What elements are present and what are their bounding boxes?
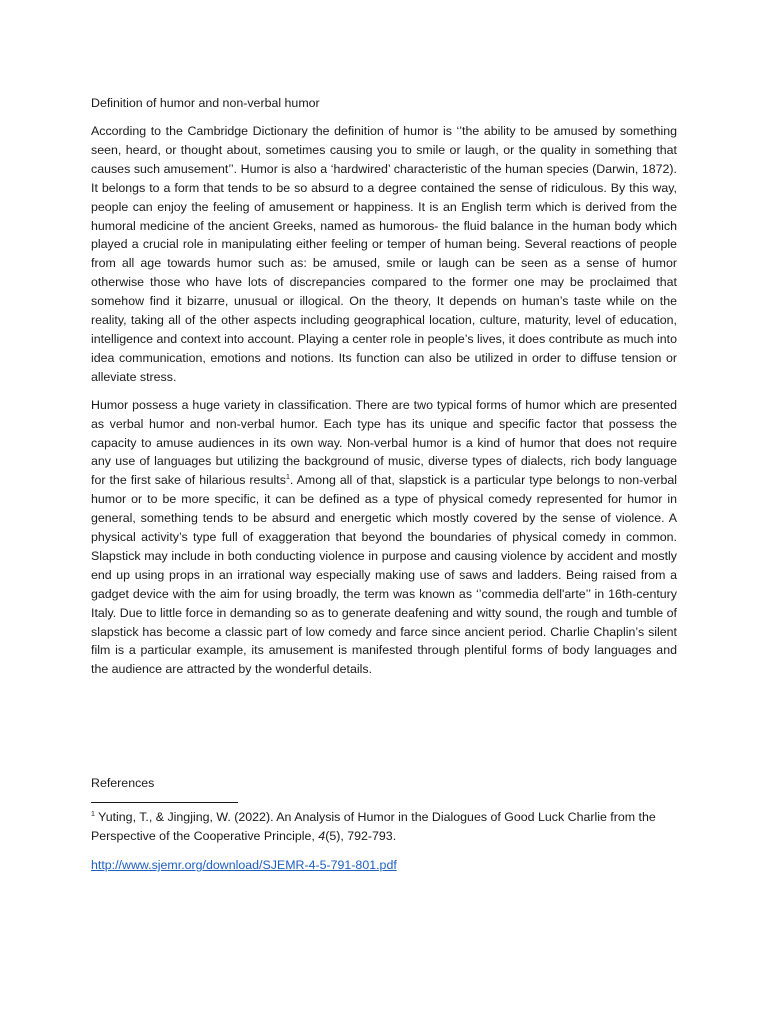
footnote-marker: 1 bbox=[91, 810, 95, 818]
footnote bbox=[91, 808, 677, 846]
footnote-reference[interactable]: 1 bbox=[285, 474, 290, 482]
paragraph-humor-classification bbox=[91, 396, 677, 680]
paragraph-humor-definition: According to the Cambridge Dictionary the definition of humor is ‘’the ability to be amused by something seen, heard, or thought about, sometimes causing you to smile or laugh, or the quality in something that causes such amusement’’. Humor is also a ‘hardwired’ characteristic of the human species (Darwin, 1872). It belongs to a form that tends to be so absurd to a degree contained the sense of ridiculous. By this way, people can enjoy the feeling of amusement or happiness. It is an English term which is derived from the humoral medicine of the ancient Greeks, named as humorous- the fluid balance in the human body which played a crucial role in manipulating either feeling or temper of human being. Several reactions of people from all age towards humor such as: be amused, smile or laugh can be seen as a sense of humor otherwise those who have lots of discrepancies compared to the former one may be proclaimed that somehow find it bizarre, unusual or illogical. On the theory, It depends on human’s taste while on the reality, taking all of the other aspects including geographical location, culture, maturity, level of education, intelligence and context into account. Playing a center role in people’s lives, it does contribute as much into idea communication, emotions and notions. Its function can also be utilized in order to diffuse tension or alleviate stress. bbox=[91, 124, 677, 384]
references-label: References bbox=[91, 776, 155, 790]
footnote-volume: 4 bbox=[318, 829, 326, 843]
paragraph-text-part-1: Humor possess a huge variety in classification. There are two typical forms of humor which are presented as verbal humor and non-verbal humor. Each type has its unique and specific factor that possess the capacity to amuse audiences in its own way. Non-verbal humor is a kind of humor that does not require any use of languages but utilizing the background of music, diverse types of dialects, rich body language for the first sake of hilarious results bbox=[91, 397, 677, 488]
reference-link[interactable]: http://www.sjemr.org/download/SJEMR-4-5-791-801.pdf bbox=[91, 858, 397, 872]
footnote-text-before: Yuting, T., & Jingjing, W. (2022). An Analysis of Humor in the Dialogues of Good Luck Charlie from the Perspective of the Cooperative Principle, bbox=[91, 810, 656, 843]
footnote-separator bbox=[91, 802, 238, 803]
footnote-text-after: (5), 792-793. bbox=[325, 829, 397, 843]
section-heading: Definition of humor and non-verbal humor bbox=[91, 96, 320, 110]
paragraph-text-part-2: . Among all of that, slapstick is a particular type belongs to non-verbal humor or to be more specific, it can be defined as a type of physical comedy represented for humor in general, something tends to be absurd and energetic which mostly covered by the sense of violence. A physical activity’s type full of exaggeration that beyond the boundaries of physical comedy in common. Slapstick may include in both conducting violence in purpose and causing violence by accident and mostly end up using props in an irrational way especially making use of saws and ladders. Being raised from a gadget device with the aim for using broadly, the term was known as ‘’commedia dell'arte’’ in 16th-century Italy. Due to little force in demanding so as to generate deafening and witty sound, the rough and tumble of slapstick has become a classic part of low comedy and farce since ancient period. Charlie Chaplin’s silent film is a particular example, its amusement is manifested through plentiful forms of body languages and the audience are attracted by the wonderful details. bbox=[91, 473, 677, 677]
document-body bbox=[91, 94, 677, 688]
